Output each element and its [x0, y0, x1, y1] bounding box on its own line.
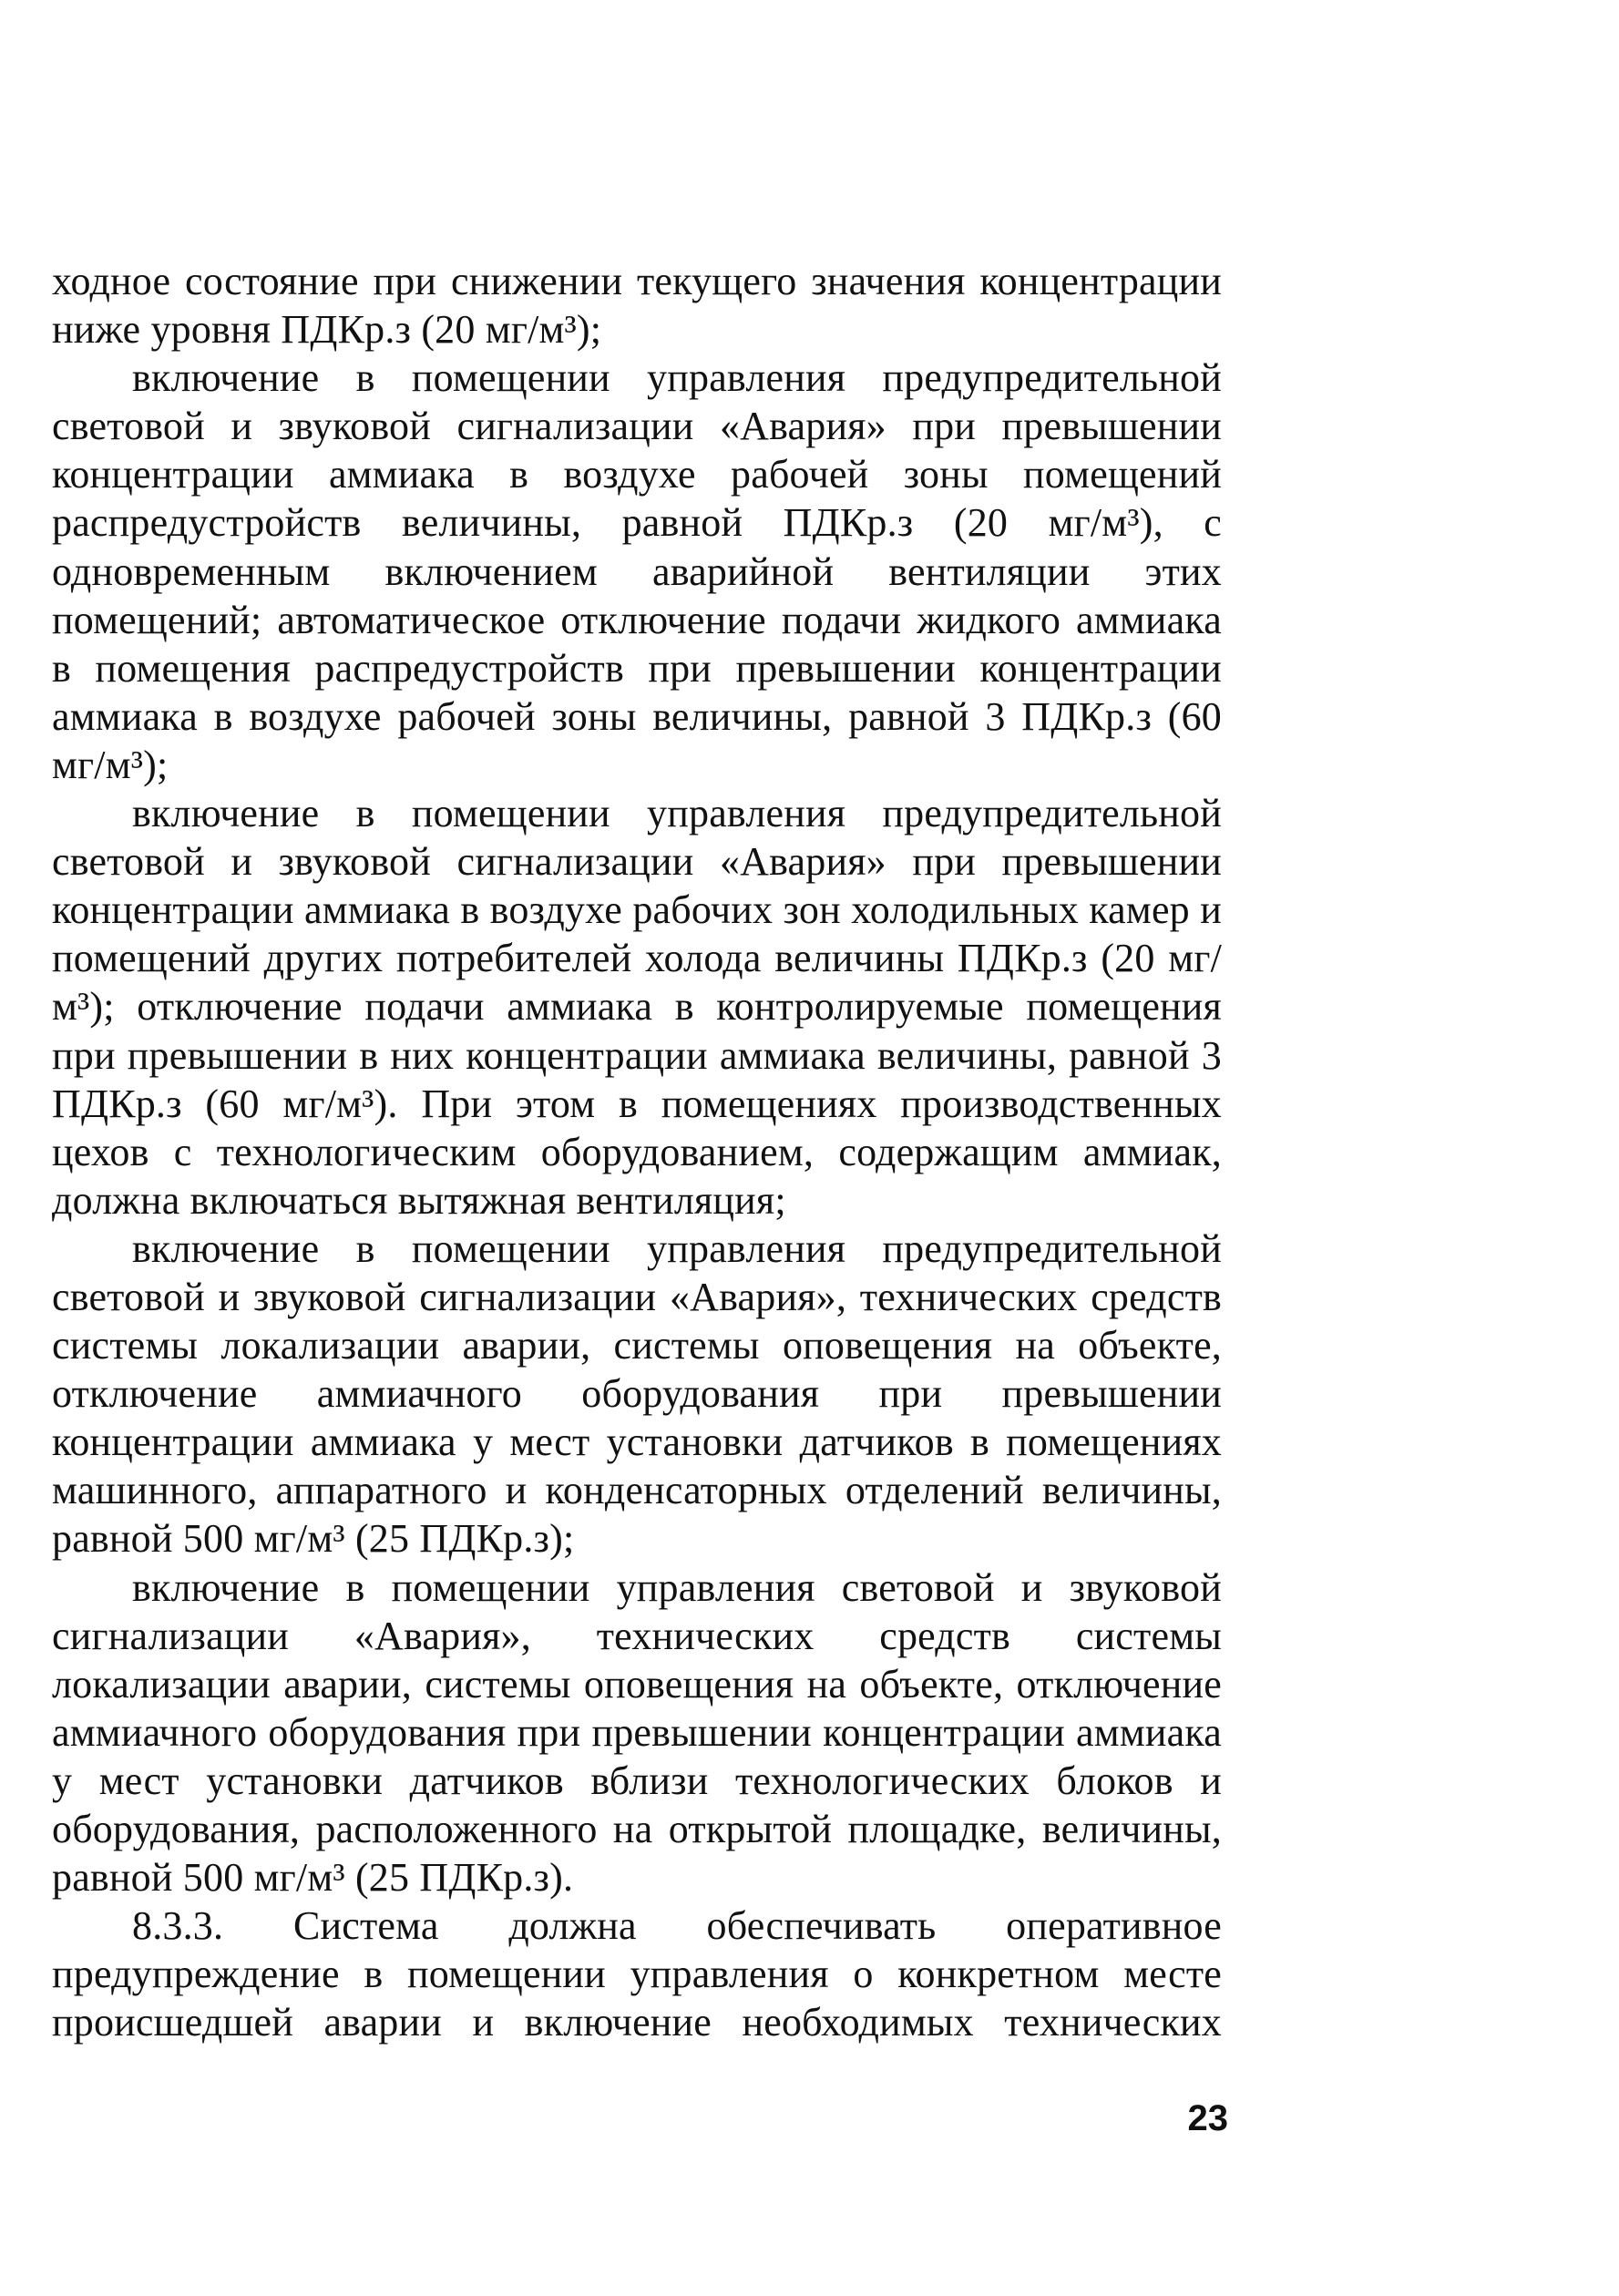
- paragraph-continuation: ходное состояние при снижении текущего значения концентрации ниже уровня ПДКр.з (20 мг/м³);: [52, 259, 1222, 353]
- paragraph-machine-rooms: включение в помещении управления предупредительной световой и звуковой сигнализации «Авария», технических средств системы локализации аварии, системы оповещения на объекте, отключение аммиачного оборудования при превышении концентрации аммиака у мест установки датчиков в помещениях машинного, аппаратного и конденсаторных отделений величины, равной 500 мг/м³ (25 ПДКр.з);: [52, 1225, 1222, 1562]
- paragraph-cold-chambers: включение в помещении управления предупредительной световой и звуковой сигнализации «Авария» при превышении концентрации аммиака в воздухе рабочих зон холодильных камер и помещений других потребителей холода величины ПДКр.з (20 мг/м³); отключение подачи аммиака в контролируемые помещения при превышении в них концентрации аммиака величины, равной 3 ПДКр.з (60 мг/м³). При этом в помещениях производственных цехов с технологическим оборудованием, содержащим аммиак, должна включаться вытяжная вентиляция;: [52, 791, 1222, 1223]
- paragraph-section-8-3-3: 8.3.3. Система должна обеспечивать оперативное предупреждение в помещении управления о конкретном месте происшедшей аварии и включение необходимых технических: [52, 1903, 1222, 2045]
- paragraph-open-area: включение в помещении управления световой и звуковой сигнализации «Авария», технических средств системы локализации аварии, системы оповещения на объекте, отключение аммиачного оборудования при превышении концентрации аммиака у мест установки датчиков вблизи технологических блоков и оборудования, расположенного на открытой площадке, величины, равной 500 мг/м³ (25 ПДКр.з).: [52, 1564, 1222, 1901]
- body-text: [52, 257, 1222, 2046]
- page-number: 23: [1187, 2098, 1228, 2138]
- paragraph-distribution-rooms: включение в помещении управления предупредительной световой и звуковой сигнализации «Авария» при превышении концентрации аммиака в воздухе рабочей зоны помещений распредустройств величины, равной ПДКр.з (20 мг/м³), с одновременным включением аварийной вентиляции этих помещений; автоматическое отключение подачи жидкого аммиака в помещения распредустройств при превышении концентрации аммиака в воздухе рабочей зоны величины, равной 3 ПДКр.з (60 мг/м³);: [52, 355, 1222, 787]
